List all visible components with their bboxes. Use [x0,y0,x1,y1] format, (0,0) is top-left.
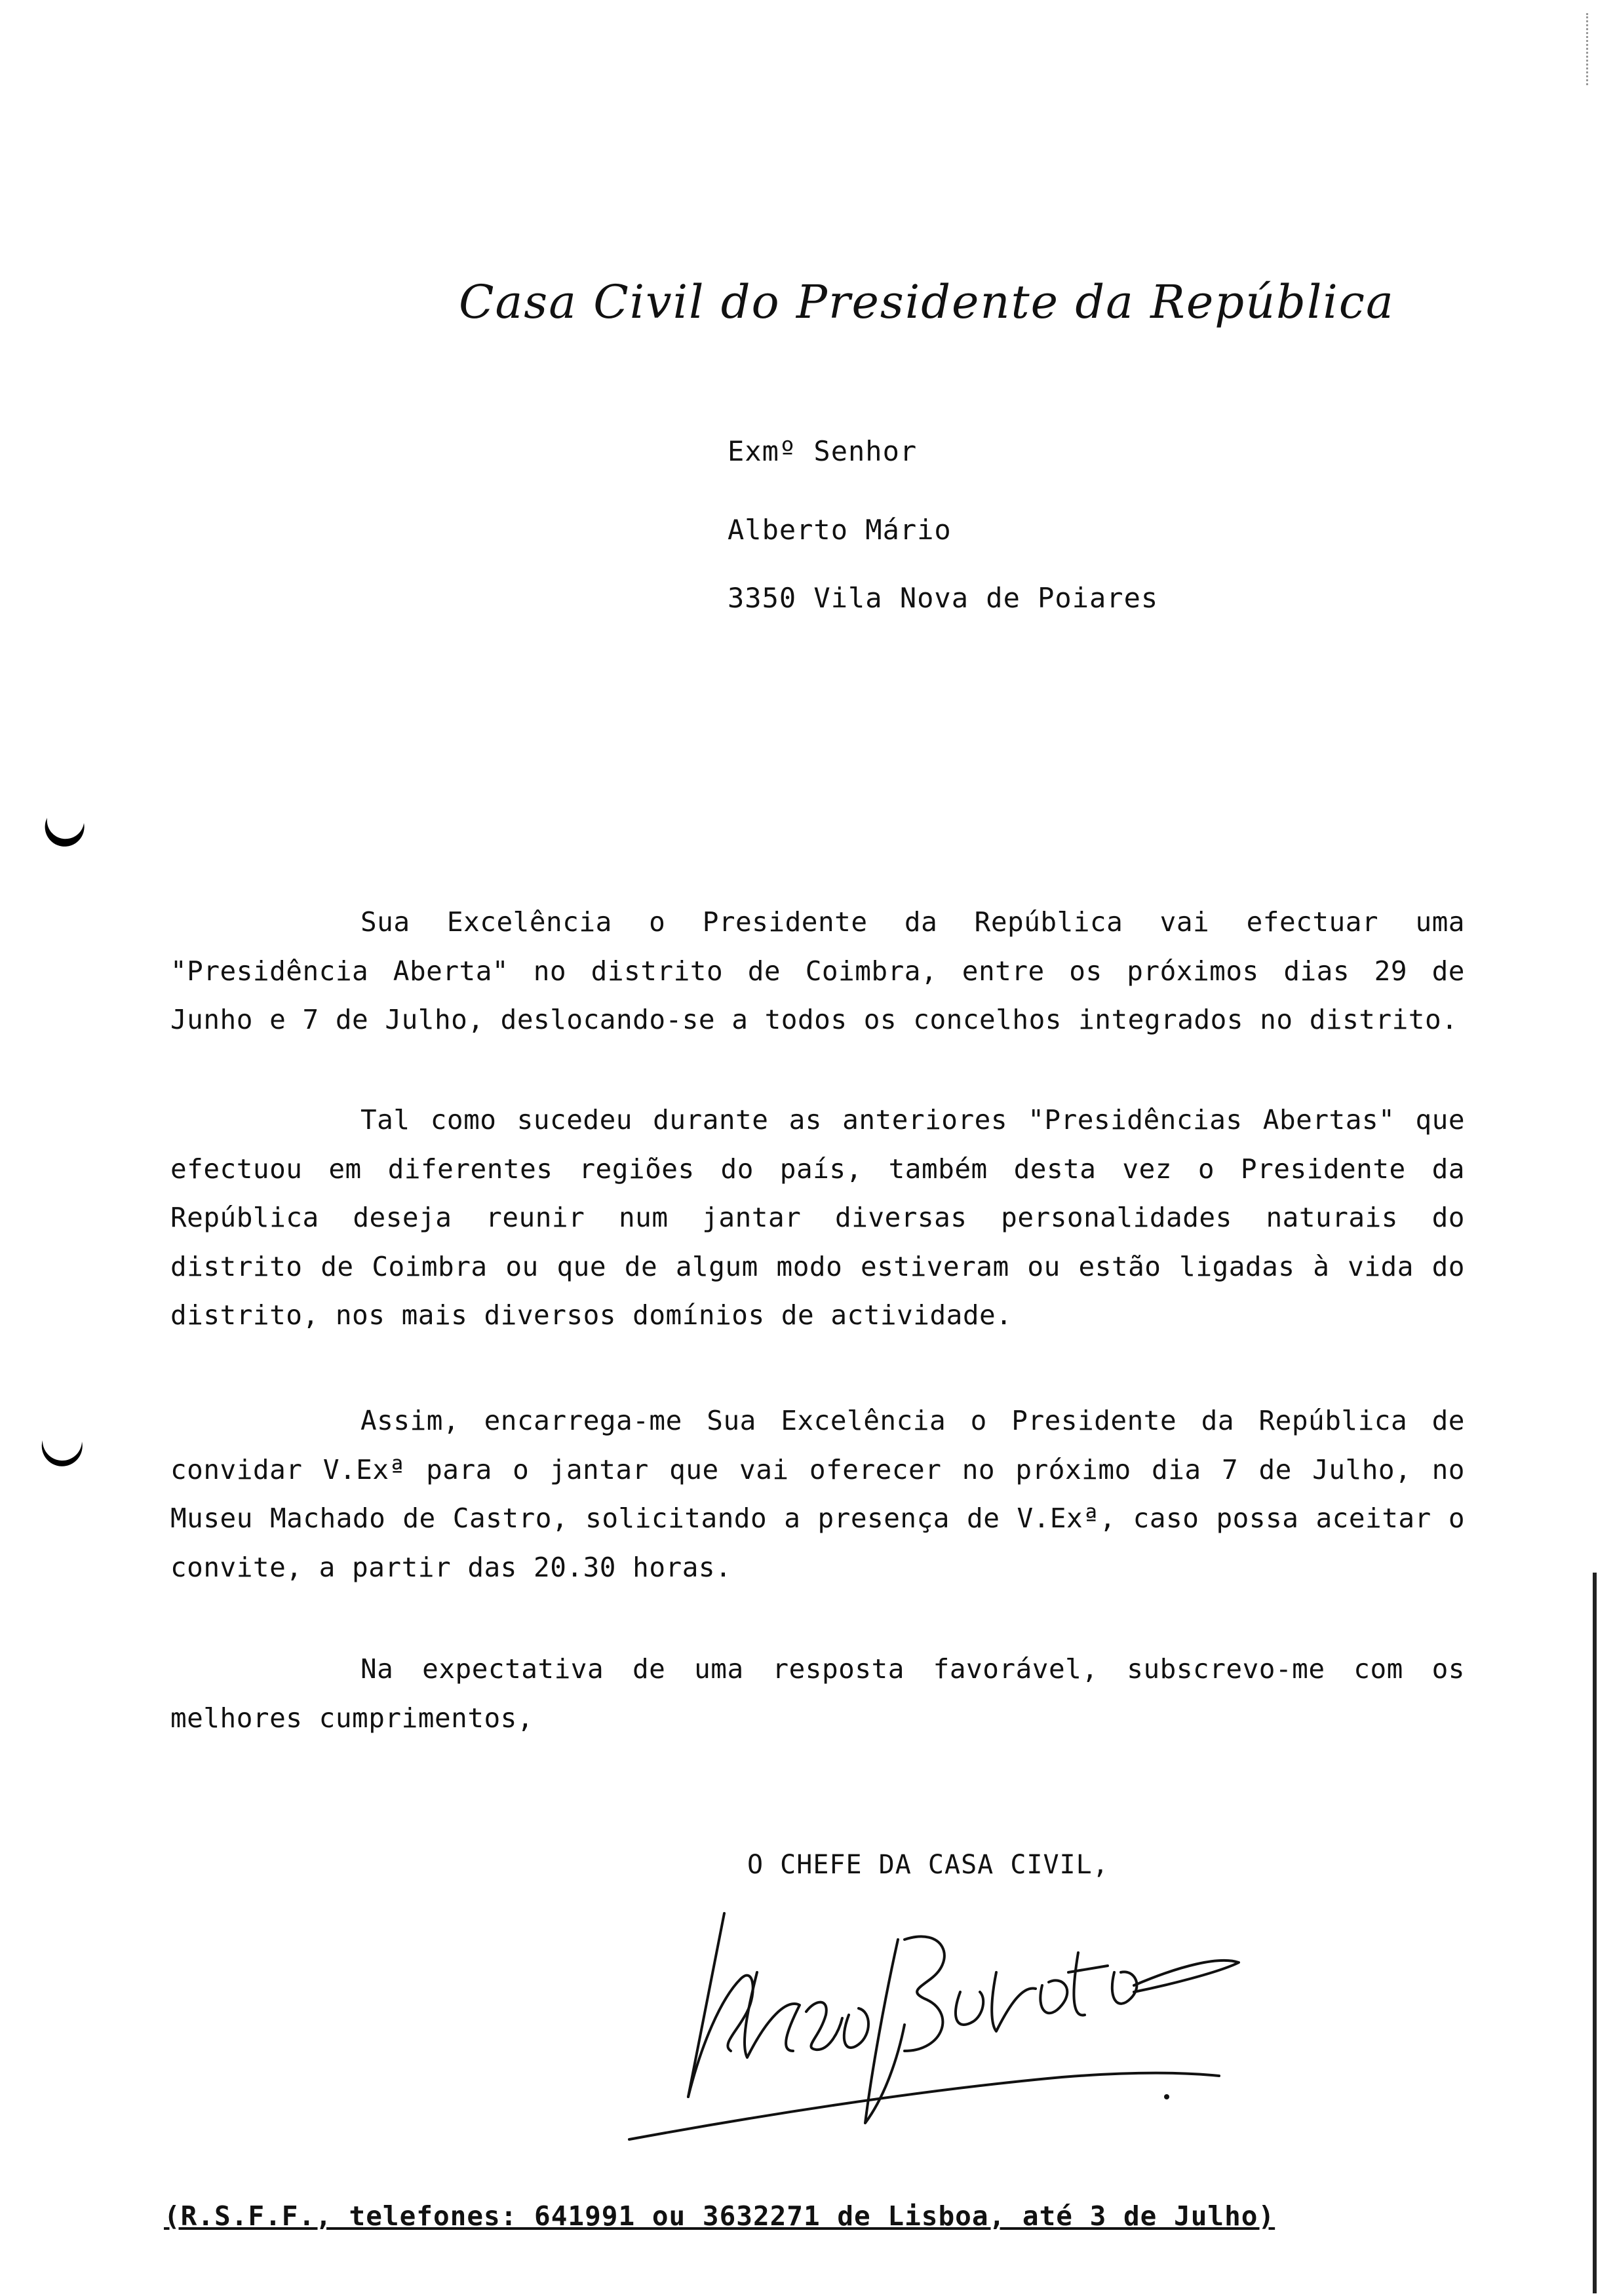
paragraph-cumprimentos [170,1645,1465,1742]
paragraph-text: Tal como sucedeu durante as anteriores "Presidências Abertas" que efectuou em diferentes regiões do país, também desta vez o Presidente da República deseja reunir num jantar diversas personalidades naturais do distrito de Coimbra ou que de algum modo estiveram ou estão ligadas à vida do distrito, nos mais diversos domínios de actividade. [170,1104,1465,1331]
paragraph-jantar [170,1096,1465,1340]
paragraph-text: Sua Excelência o Presidente da República vai efectuar uma "Presidência Aberta" no distrito de Coimbra, entre os próximos dias 29 de Junho e 7 de Julho, deslocando-se a todos os concelhos integrados no distrito. [170,906,1465,1035]
paragraph-presidencia-aberta [170,898,1465,1044]
punch-hole-icon [39,806,92,858]
recipient-name: Alberto Mário [728,514,952,546]
footer-rsvp-note: (R.S.F.F., telefones: 641991 ou 3632271 de Lisboa, até 3 de Julho) [164,2200,1275,2232]
scan-edge-line [1593,1573,1597,2293]
recipient-salutation: Exmº Senhor [728,435,918,467]
closing-title: O CHEFE DA CASA CIVIL, [747,1850,1109,1880]
punch-hole-icon [36,1427,88,1480]
paragraph-text: Na expectativa de uma resposta favorável, subscrevo-me com os melhores cumprimentos, [170,1653,1465,1734]
letterhead: Casa Civil do Presidente da República [459,275,1395,329]
paragraph-convite [170,1396,1465,1592]
recipient-address: 3350 Vila Nova de Poiares [728,582,1159,614]
paragraph-text: Assim, encarrega-me Sua Excelência o Presidente da República de convidar V.Exª para o jantar que vai oferecer no próximo dia 7 de Julho, no Museu Machado de Castro, solicitando a presença de V.Exª, caso possa aceitar o convite, a partir das 20.30 horas. [170,1405,1465,1583]
scan-edge-mark [1586,13,1590,85]
handwritten-signature [590,1900,1278,2149]
